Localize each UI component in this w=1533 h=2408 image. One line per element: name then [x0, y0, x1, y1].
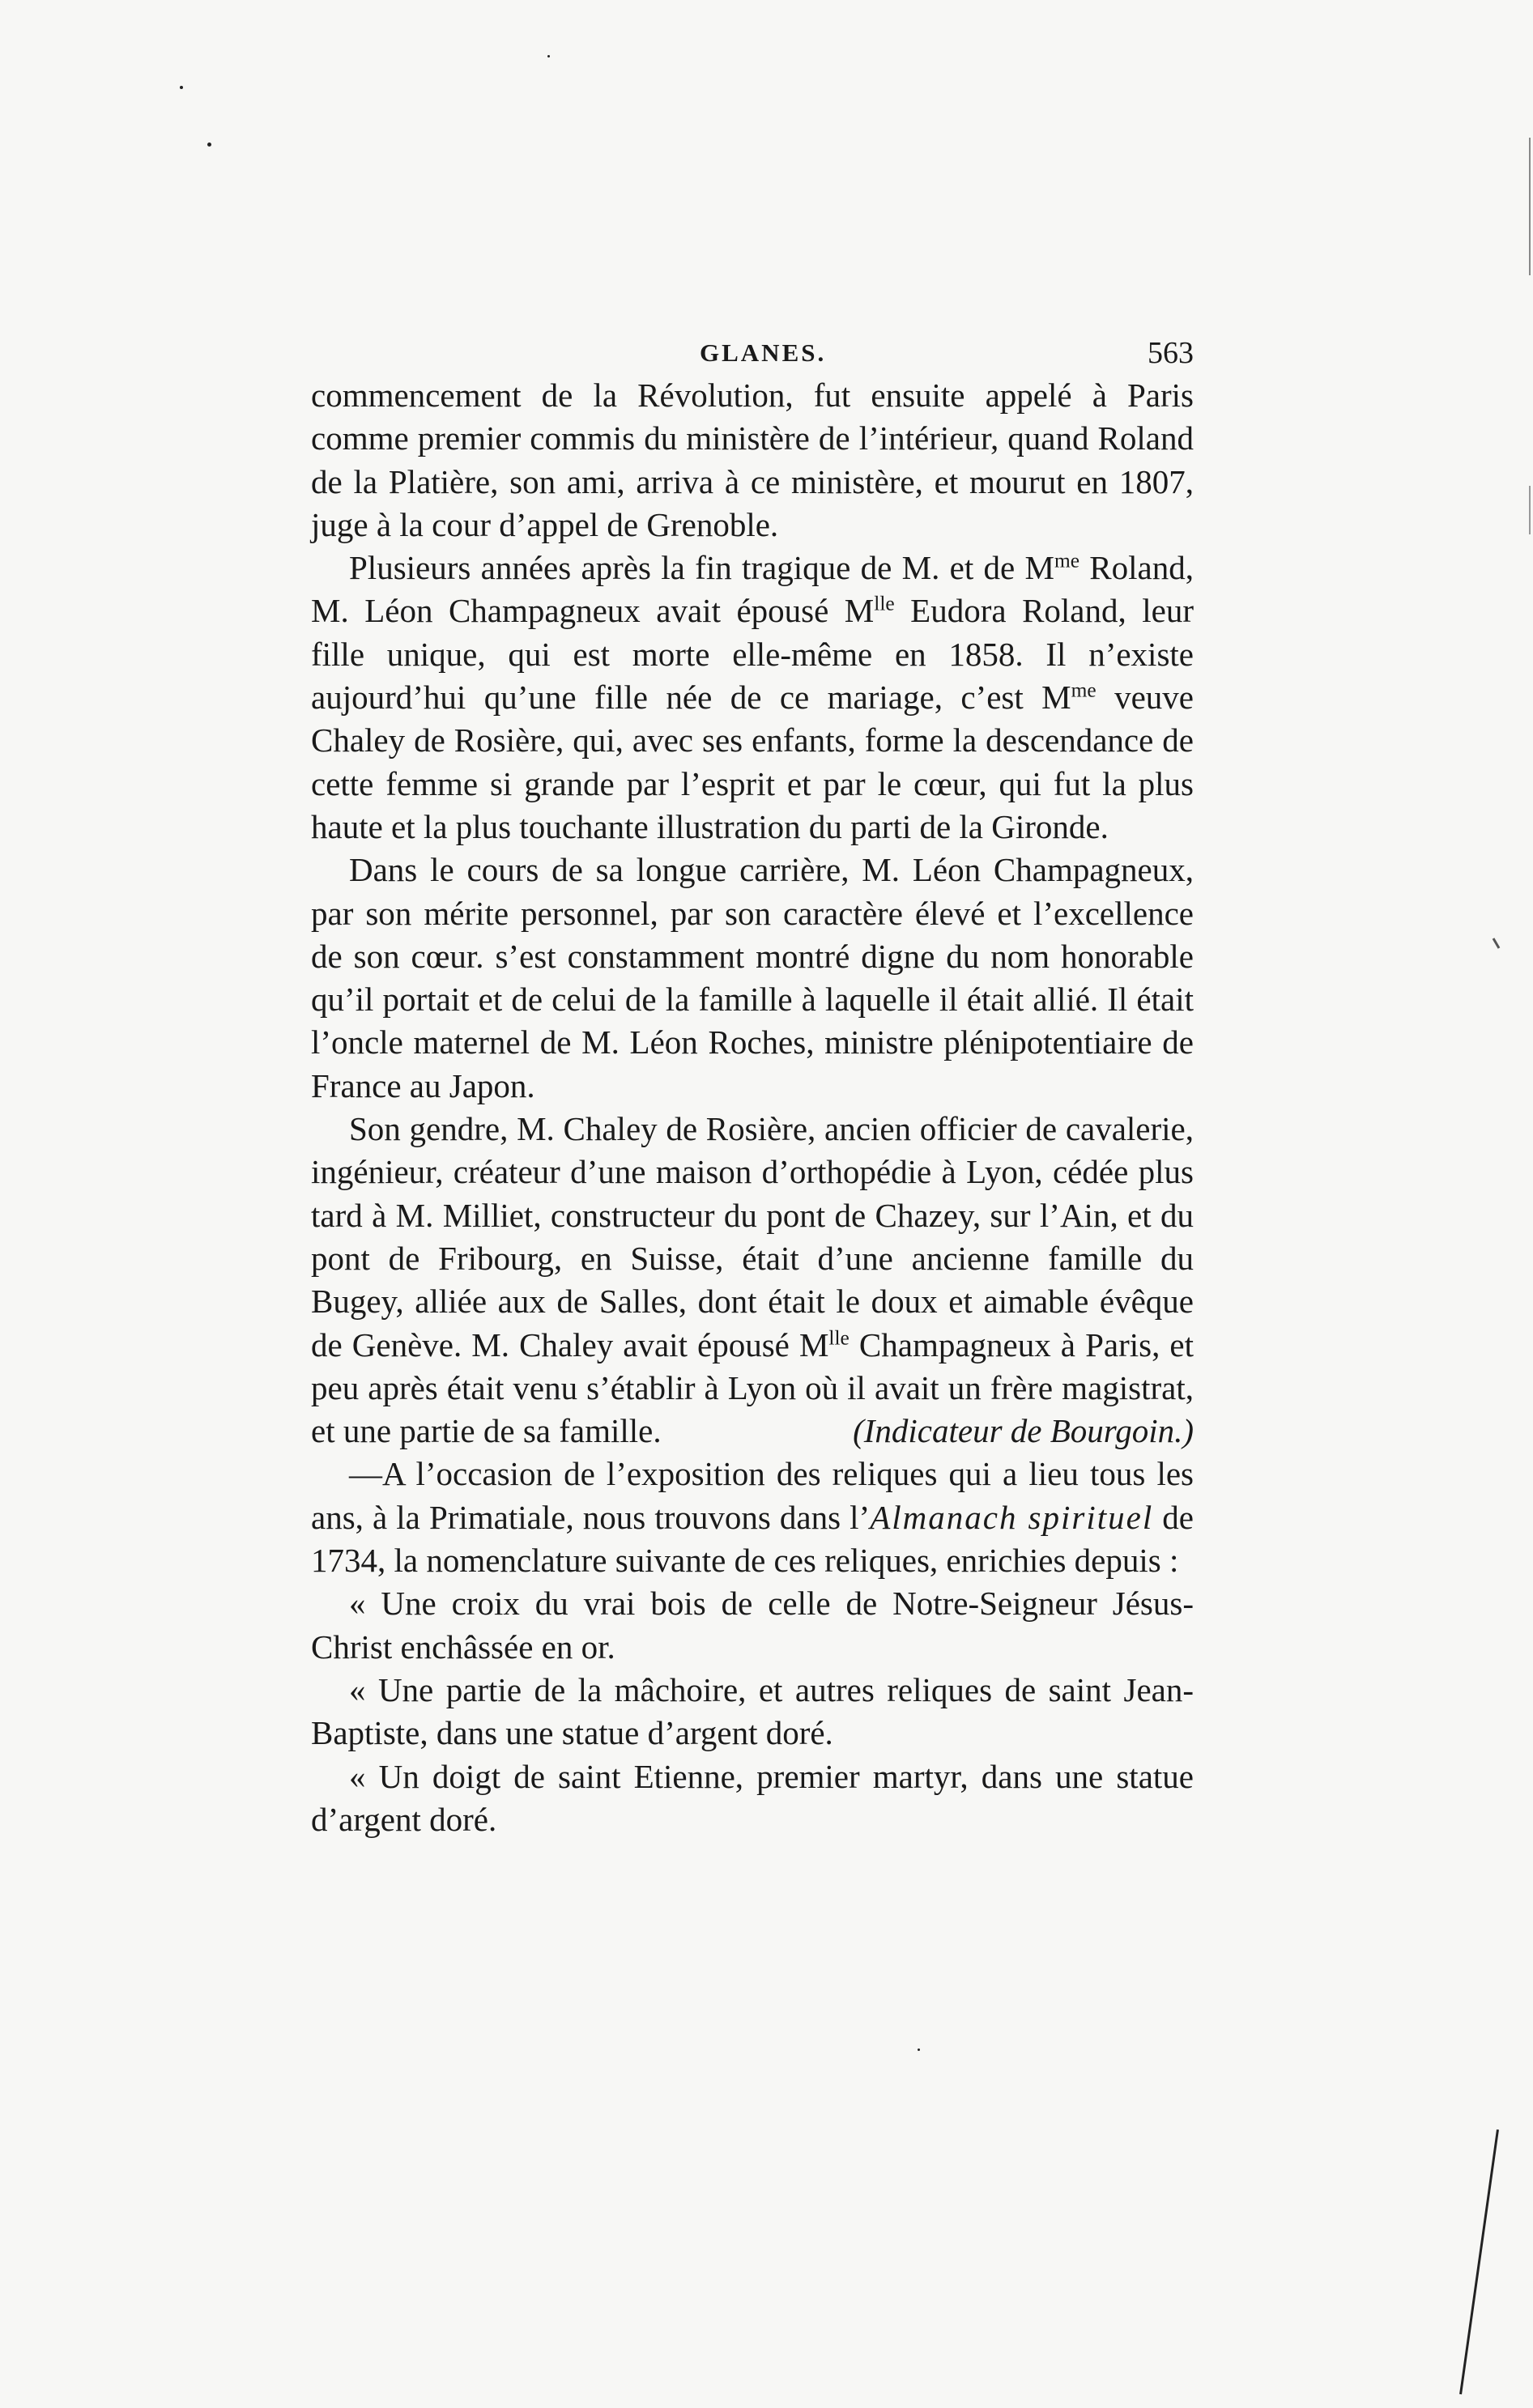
scan-edge-line: [1529, 486, 1531, 534]
relic-item-3: « Un doigt de saint Etienne, premier martyr, dans une statue d’argent doré.: [311, 1757, 1194, 1838]
running-head: GLANES.: [700, 338, 827, 367]
paragraph-4: Son gendre, M. Chaley de Rosière, ancien officier de cavalerie, ingénieur, créateur d’une maison d’orthopédie à Lyon, cédée plus tard à M. Milliet, constructeur du pont de Chazey, sur l’Ain, et du pont de Fribourg, en Suisse, était d’une ancienne famille du Bugey, alliée aux de Salles, dont était le doux et aimable évêque de Genève. M. Chaley avait épousé $M^{lle}$ Champagneux à Paris, et peu après était venu s’établir à Lyon où il avait un frère magistrat, et une partie de sa famille. (Indicateur de Bourgoin.): [311, 1108, 1194, 1453]
scan-speck: [180, 86, 183, 89]
paragraph-1: commencement de la Révolution, fut ensuite appelé à Paris comme premier commis du ministère de l’intérieur, quand Roland de la Platière, son ami, arriva à ce ministère, et mourut en 1807, juge à la cour d’appel de Grenoble.: [311, 377, 1194, 543]
scan-speck: [207, 143, 211, 147]
paragraph-5: —A l’occasion de l’exposition des reliques qui a lieu tous les ans, à la Primatiale, nous trouvons dans l’Almanach spirituel de 1734, la nomenclature suivante de ces reliques, enrichies depuis :: [311, 1455, 1194, 1580]
page-number: 563: [1148, 336, 1194, 370]
citation: (Indicateur de Bourgoin.): [853, 1412, 1194, 1450]
body-text: [311, 374, 1194, 1841]
page-header: [311, 335, 1194, 376]
relic-item-1: « Une croix du vrai bois de celle de Notre-Seigneur Jésus-Christ enchâssée en or.: [311, 1585, 1194, 1666]
almanach-title: Almanach spirituel: [870, 1498, 1154, 1536]
paragraph-2: Plusieurs années après la fin tragique de M. et de $M^{me}$ Roland, M. Léon Champagneux avait épousé $M^{lle}$ Eudora Roland, leur fille unique, qui est morte elle-même en 1858. Il n’existe aujourd’hui qu’une fille née de ce mariage, c’est $M^{me}$ veuve Chaley de Rosière, qui, avec ses enfants, forme la descendance de cette femme si grande par l’esprit et par le cœur, qui fut la plus haute et la plus touchante illustration du parti de la Gironde.: [311, 549, 1194, 845]
scan-edge-line: [1529, 138, 1531, 275]
scan-speck: [1493, 938, 1501, 949]
paragraph-3: Dans le cours de sa longue carrière, M. Léon Champagneux, par son mérite personnel, par son caractère élevé et l’excellence de son cœur. s’est constamment montré digne du nom honorable qu’il portait et de celui de la famille à laquelle il était allié. Il était l’oncle maternel de M. Léon Roches, ministre plénipotentiaire de France au Japon.: [311, 851, 1194, 1104]
scan-speck: [547, 55, 550, 57]
relic-item-2: « Une partie de la mâchoire, et autres reliques de saint Jean-Baptiste, dans une statue d’argent doré.: [311, 1670, 1194, 1752]
scan-speck: [918, 2049, 920, 2051]
scan-edge-line: [1459, 2129, 1499, 2394]
